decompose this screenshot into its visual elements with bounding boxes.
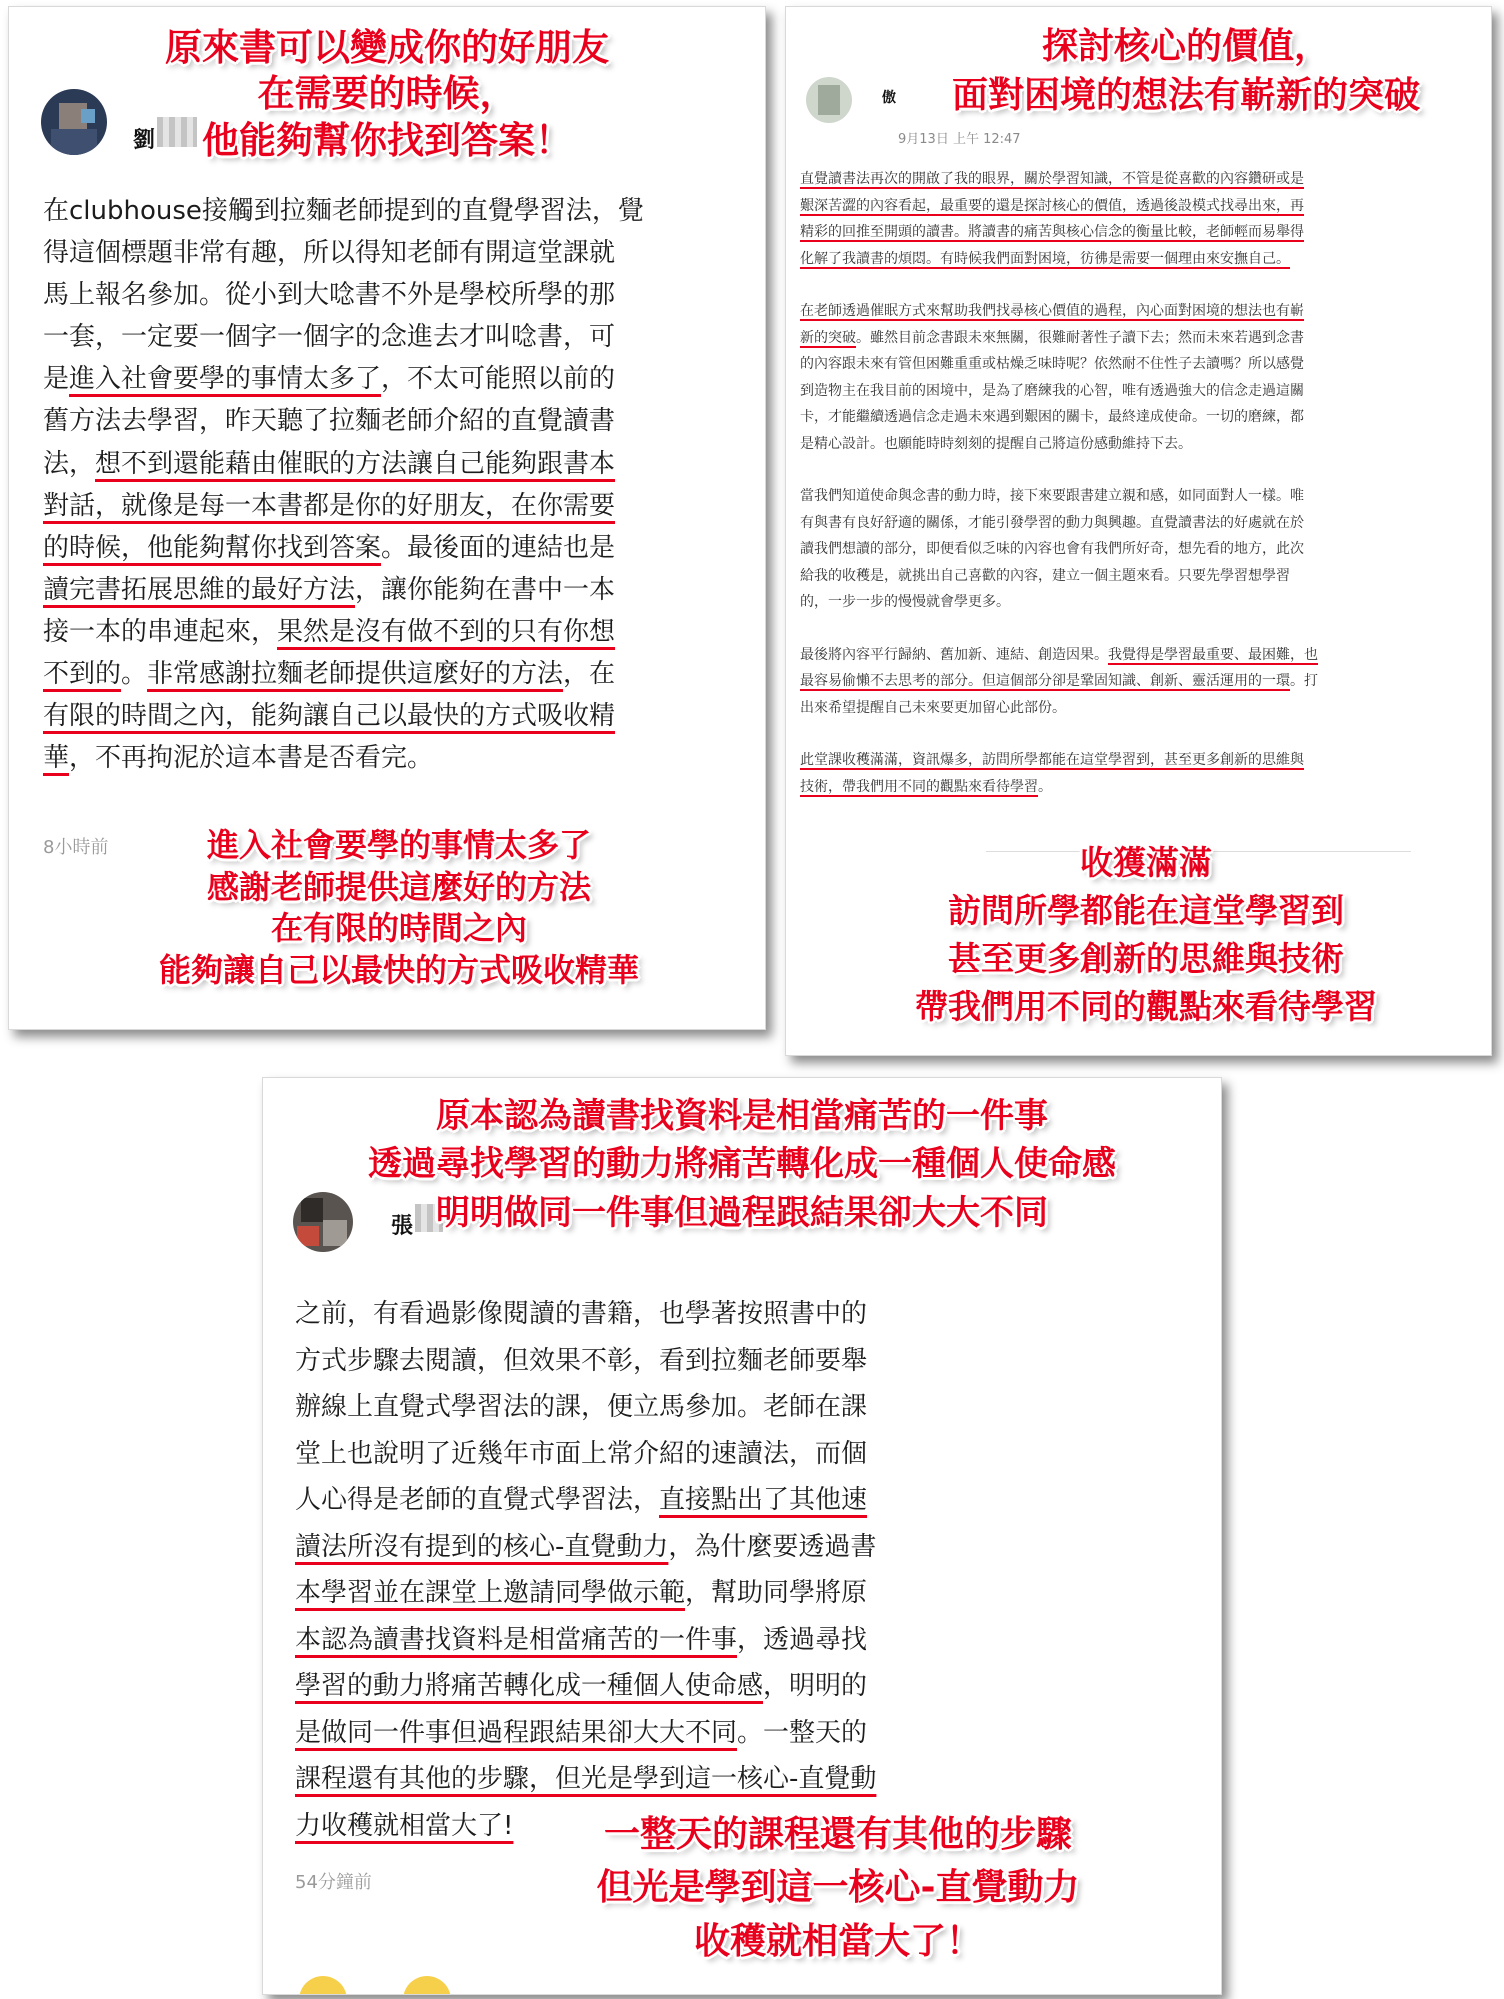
text-segment: 。: [1038, 778, 1052, 795]
highlighted-text: 技術，帶我們用不同的觀點來看待學習: [800, 778, 1038, 795]
comment-line: [43, 527, 644, 569]
comment-line: [43, 358, 644, 400]
text-segment: 在clubhouse接觸到拉麵老師提到的直覺學習法，覺: [43, 196, 644, 226]
text-segment: ，為什麼要透過書: [668, 1531, 877, 1562]
highlighted-text: 讀法所沒有提到的核心-直覺動力: [295, 1531, 669, 1562]
comment-paragraph: [800, 747, 1318, 800]
text-segment: 。: [121, 659, 148, 690]
caption-line: 收穫就相當大了！: [693, 1920, 982, 1962]
text-segment: 是: [43, 364, 70, 395]
comment-card-2: [785, 6, 1492, 1056]
reaction-emoji-icon[interactable]: [403, 1976, 451, 1995]
text-segment: ，明明的: [763, 1671, 868, 1701]
text-segment: 給我的收穫是，就挑出自己喜歡的內容，建立一個主題來看。只要先學習想學習: [800, 567, 1290, 584]
reaction-emoji-icon[interactable]: [299, 1976, 347, 1995]
comment-line: [295, 1756, 876, 1803]
highlighted-text: 艱深苦澀的內容看起，最重要的還是探討核心的價值，透過後設模式找尋出來，再: [800, 197, 1304, 214]
comment-line: [43, 443, 644, 485]
text-segment: 最後將內容平行歸納、舊加新、連結、創造因果。: [800, 646, 1108, 663]
text-segment: ，透過尋找: [737, 1624, 868, 1655]
comment-card-3: [262, 1077, 1222, 1995]
overlay-caption-top: [906, 23, 1466, 120]
text-segment: 的內容跟未來有管但困難重重或枯燥乏味時呢？依然耐不住性子去讀嗎？所以感覺: [800, 356, 1304, 372]
highlighted-text: 想不到還能藉由催眠的方法讓自己能夠跟書本: [95, 448, 616, 479]
text-segment: 卡，才能繼續透過信念走過未來遇到艱困的關卡，最終達成使命。一切的磨練，都: [800, 409, 1304, 425]
caption-line: 面對困境的想法有嶄新的突破: [951, 74, 1420, 116]
comment-body: [43, 190, 644, 779]
caption-line: 但光是學到這一核心-直覺動力: [596, 1867, 1080, 1909]
highlighted-text: 直接點出了其他速: [659, 1485, 868, 1515]
overlay-caption-top: [263, 1092, 1221, 1237]
text-segment: 接一本的串連起來，: [43, 616, 278, 647]
comment-line: [43, 274, 644, 316]
overlay-caption-bottom: [79, 825, 719, 991]
text-segment: 得這個標題非常有趣，所以得知老師有開這堂課就: [43, 238, 616, 269]
comment-line: [295, 1710, 876, 1757]
comment-line: [43, 485, 644, 527]
highlighted-text: 不到的: [43, 659, 122, 690]
comment-card-1: [8, 6, 766, 1030]
overlay-caption-bottom: [826, 839, 1466, 1030]
caption-line: 原來書可以變成你的好朋友: [165, 26, 609, 69]
caption-line: 探討核心的價值，: [1041, 26, 1330, 67]
caption-line: 收獲滿滿: [1080, 843, 1212, 882]
caption-line: 在需要的時候，: [257, 72, 517, 116]
comment-line: [43, 737, 644, 779]
user-name[interactable]: 傲: [882, 90, 896, 106]
comment-line: [43, 695, 644, 737]
highlighted-text: 此堂課收穫滿滿，資訊爆多，訪問所學都能在這堂學習到，甚至更多創新的思維與: [800, 752, 1304, 768]
highlighted-text: 力收穫就相當大了!: [295, 1810, 514, 1841]
comment-line: [295, 1477, 876, 1524]
highlighted-text: 我覺得是學習最重要、最困難，也: [1108, 646, 1318, 663]
caption-line: 感謝老師提供這麼好的方法: [206, 867, 591, 906]
text-segment: 。打: [1290, 673, 1318, 689]
text-segment: 有與書有良好舒適的關係，才能引發學習的動力與興趣。直覺讀書法的好處就在於: [800, 514, 1304, 531]
user-name[interactable]: 劉: [133, 128, 156, 153]
text-segment: ，讓你能夠在書中一本: [355, 574, 616, 605]
text-segment: 到造物主在我目前的困境中，是為了磨練我的心智，唯有透過強大的信念走過這關: [800, 382, 1304, 399]
comment-line: [43, 232, 644, 274]
highlighted-text: 非常感謝拉麵老師提供這麼好的方法: [147, 659, 564, 690]
overlay-caption-bottom: [513, 1808, 1163, 1968]
comment-line: [43, 400, 644, 442]
highlighted-text: 化解了我讀書的煩悶。有時候我們面對困境，彷彿是需要一個理由來安撫自己。: [800, 250, 1290, 267]
text-segment: 。雖然目前念書跟未來無關，很難耐著性子讀下去；然而未來若遇到念書: [856, 329, 1304, 346]
highlighted-text: 本學習並在課堂上邀請同學做示範: [295, 1578, 686, 1608]
caption-line: 原本認為讀書找資料是相當痛苦的一件事: [436, 1096, 1048, 1136]
caption-line: 甚至更多創新的思維與技術: [948, 938, 1344, 978]
highlighted-text: 在老師透過催眠方式來幫助我們找尋核心價值的過程，內心面對困境的想法也有嶄: [800, 303, 1304, 319]
text-segment: ，在: [563, 659, 616, 690]
avatar[interactable]: [806, 77, 852, 123]
text-segment: 讀我們想讀的部分，即便看似乏味的內容也會有我們所好奇，想先看的地方，此次: [800, 541, 1304, 557]
post-date[interactable]: 9月13日 上午 12:47: [898, 132, 1021, 147]
caption-line: 一整天的課程還有其他的步驟: [603, 1814, 1072, 1855]
blurred-name: [157, 117, 197, 147]
comment-line: [295, 1431, 876, 1478]
highlighted-text: 有限的時間之內，能夠讓自己以最快的方式吸收精: [43, 701, 616, 732]
highlighted-text: 進入社會要學的事情太多了: [69, 364, 382, 395]
text-segment: 人心得是老師的直覺式學習法，: [295, 1485, 660, 1515]
highlighted-text: 本認為讀書找資料是相當痛苦的一件事: [295, 1624, 738, 1655]
text-segment: 當我們知道使命與念書的動力時，接下來要跟書建立親和感，如同面對人一樣。唯: [800, 488, 1304, 504]
highlighted-text: 華: [43, 743, 70, 774]
comment-body: [295, 1291, 876, 1849]
comment-line: [43, 611, 644, 653]
highlighted-text: 讀完書拓展思維的最好方法: [43, 574, 356, 605]
highlighted-text: 課程還有其他的步驟，但光是學到這一核心-直覺動: [295, 1764, 877, 1794]
text-segment: ，幫助同學將原: [685, 1578, 868, 1608]
highlighted-text: 新的突破: [800, 329, 856, 346]
comment-paragraph: [800, 642, 1318, 722]
caption-line: 能夠讓自己以最快的方式吸收精華: [158, 950, 639, 989]
text-segment: 一套，一定要一個字一個字的念進去才叫唸書，可: [43, 322, 616, 353]
text-segment: 之前，有看過影像閱讀的書籍，也學著按照書中的: [295, 1299, 868, 1329]
timestamp[interactable]: 8小時前: [43, 837, 109, 858]
text-segment: 方式步驟去閱讀，但效果不彰，看到拉麵老師要舉: [295, 1345, 868, 1376]
text-segment: 馬上報名參加。從小到大唸書不外是學校所學的那: [43, 280, 616, 311]
comment-line: [295, 1663, 876, 1710]
highlighted-text: 直覺讀書法再次的開啟了我的眼界，關於學習知識，不管是從喜歡的內容鑽研或是: [800, 171, 1304, 187]
text-segment: ，不太可能照以前的: [381, 364, 616, 395]
text-segment: 舊方法去學習，昨天聽了拉麵老師介紹的直覺讀書: [43, 406, 616, 437]
text-segment: 法，: [43, 448, 96, 479]
comment-line: [295, 1524, 876, 1571]
highlighted-text: 最容易偷懶不去思考的部分。但這個部分卻是鞏固知識、創新、靈活運用的一環: [800, 673, 1290, 689]
comment-line: [295, 1570, 876, 1617]
highlighted-text: 的時候，他能夠幫你找到答案: [43, 532, 382, 563]
text-segment: 辦線上直覺式學習法的課，便立馬參加。老師在課: [295, 1392, 868, 1422]
highlighted-text: 對話，就像是每一本書都是你的好朋友，在你需要: [43, 490, 616, 521]
overlay-caption-top: [9, 25, 765, 164]
comment-line: [295, 1384, 876, 1431]
comment-paragraph: [800, 298, 1318, 457]
caption-line: 在有限的時間之內: [270, 909, 527, 948]
comment-line: [295, 1338, 876, 1385]
timestamp[interactable]: 54分鐘前: [295, 1872, 372, 1893]
text-segment: 堂上也說明了近幾年市面上常介紹的速讀法，而個: [295, 1438, 868, 1469]
text-segment: 。一整天的: [737, 1717, 868, 1748]
comment-line: [43, 316, 644, 358]
highlighted-text: 果然是沒有做不到的只有你想: [277, 616, 616, 647]
comment-line: [295, 1617, 876, 1664]
comment-line: [43, 569, 644, 611]
text-segment: 。最後面的連結也是: [381, 532, 616, 563]
text-segment: 的，一步一步的慢慢就會學更多。: [800, 594, 1010, 610]
text-segment: ，不再拘泥於這本書是否看完。: [69, 743, 434, 774]
caption-line: 訪問所學都能在這堂學習到: [948, 890, 1344, 930]
comment-line: [43, 653, 644, 695]
caption-line: 明明做同一件事但過程跟結果卻大大不同: [436, 1192, 1048, 1233]
highlighted-text: 精彩的回推至開頭的讀書。將讀書的痛苦與核心信念的衡量比較，老師輕而易舉得: [800, 224, 1304, 240]
caption-line: 他能夠幫你找到答案！: [202, 118, 572, 162]
text-segment: 是精心設計。也願能時時刻刻的提醒自己將這份感動維持下去。: [800, 435, 1192, 452]
comment-line: [295, 1291, 876, 1338]
comment-body: [800, 166, 1318, 826]
highlighted-text: 學習的動力將痛苦轉化成一種個人使命感: [295, 1671, 764, 1701]
comment-paragraph: [800, 166, 1318, 272]
caption-line: 帶我們用不同的觀點來看待學習: [915, 986, 1377, 1026]
caption-line: 進入社會要學的事情太多了: [206, 826, 591, 864]
user-name[interactable]: 張: [391, 1214, 414, 1239]
comment-paragraph: [800, 483, 1318, 616]
avatar[interactable]: [41, 89, 107, 155]
caption-line: 透過尋找學習的動力將痛苦轉化成一種個人使命感: [368, 1144, 1116, 1185]
text-segment: 出來希望提醒自己未來要更加留心此部份。: [800, 699, 1066, 716]
comment-line: [43, 190, 644, 232]
highlighted-text: 是做同一件事但過程跟結果卻大大不同: [295, 1717, 738, 1748]
